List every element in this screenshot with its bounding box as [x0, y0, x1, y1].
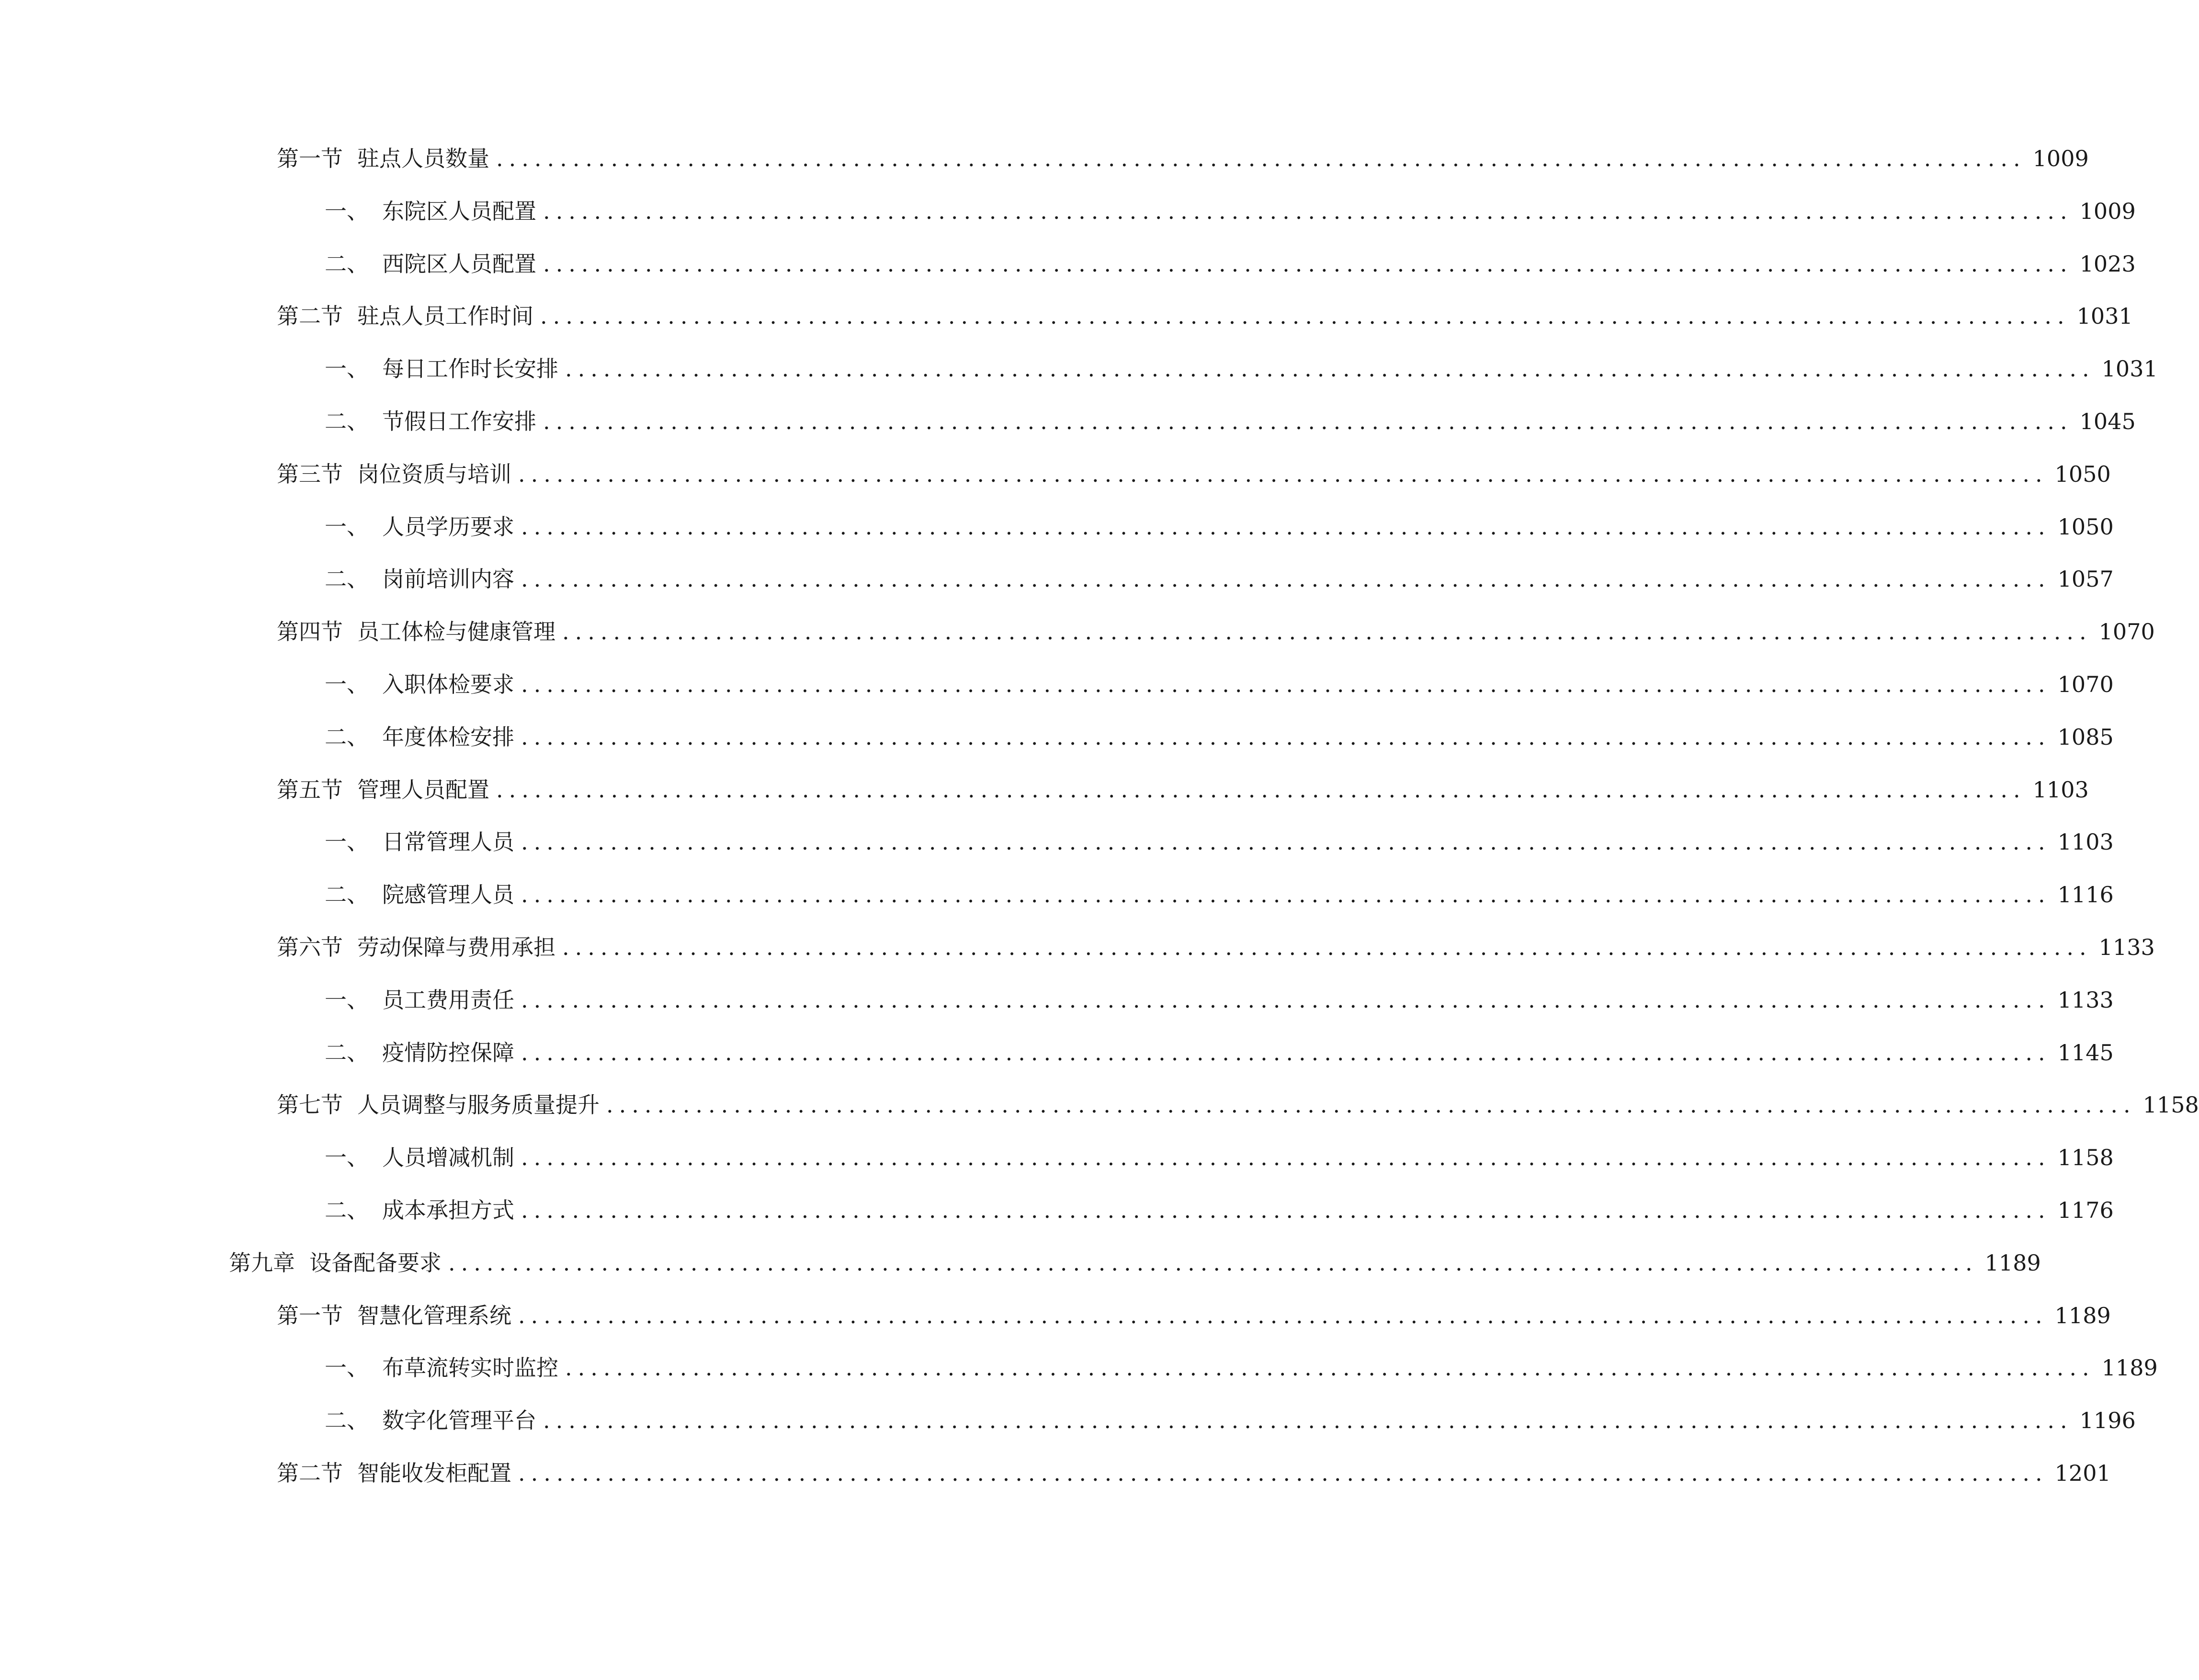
toc-entry-number: 一、 — [325, 987, 369, 1013]
toc-entry[interactable] — [277, 299, 2133, 333]
toc-entry[interactable] — [325, 720, 2114, 754]
toc-entry-title: 疫情防控保障 — [382, 1040, 514, 1066]
toc-entry-title: 西院区人员配置 — [382, 251, 536, 277]
toc-leader-dots: ........................................................................................................................ — [521, 1040, 2051, 1066]
toc-entry-title: 日常管理人员 — [382, 829, 514, 855]
toc-entry-number: 第四节 — [277, 619, 343, 645]
toc-entry-title: 驻点人员工作时间 — [357, 303, 533, 329]
toc-entry-number: 二、 — [325, 409, 369, 434]
toc-entry-number: 二、 — [325, 724, 369, 750]
toc-entry-title: 员工体检与健康管理 — [357, 619, 555, 645]
toc-entry[interactable] — [325, 825, 2114, 859]
toc-leader-dots: ........................................................................................................................ — [496, 146, 2026, 171]
toc-page-number: 1189 — [2101, 1355, 2158, 1381]
toc-entry-number: 一、 — [325, 356, 369, 382]
toc-entry[interactable] — [325, 562, 2114, 596]
toc-entry-number: 一、 — [325, 829, 369, 855]
toc-page-number: 1133 — [2098, 934, 2155, 960]
toc-leader-dots: ........................................................................................................................ — [562, 934, 2092, 960]
toc-entry-title: 驻点人员数量 — [357, 146, 489, 171]
toc-entry-title: 人员学历要求 — [382, 514, 514, 540]
toc-page-number: 1201 — [2054, 1460, 2111, 1486]
toc-page-number: 1189 — [2054, 1303, 2111, 1328]
toc-entry-title: 节假日工作安排 — [382, 409, 536, 434]
toc-page-number: 1031 — [2101, 356, 2158, 382]
toc-leader-dots: ........................................................................................................................ — [565, 1355, 2095, 1381]
toc-leader-dots: ........................................................................................................................ — [518, 1303, 2048, 1328]
toc-leader-dots: ........................................................................................................................ — [521, 724, 2051, 750]
toc-leader-dots: ........................................................................................................................ — [496, 777, 2026, 803]
toc-entry[interactable] — [277, 142, 2089, 175]
toc-leader-dots: ........................................................................................................................ — [543, 198, 2073, 224]
toc-entry[interactable] — [325, 878, 2114, 911]
toc-entry[interactable] — [325, 247, 2136, 281]
toc-leader-dots: ........................................................................................................................ — [518, 1460, 2048, 1486]
toc-page-number: 1145 — [2057, 1040, 2114, 1066]
toc-entry[interactable] — [277, 931, 2155, 964]
toc-page-number: 1189 — [1984, 1250, 2041, 1276]
toc-entry-number: 第二节 — [277, 1460, 343, 1486]
toc-leader-dots: ........................................................................................................................ — [543, 409, 2073, 434]
toc-entry[interactable] — [325, 1036, 2114, 1069]
toc-entry[interactable] — [325, 668, 2114, 701]
toc-entry-title: 管理人员配置 — [357, 777, 489, 803]
toc-page-number: 1176 — [2057, 1197, 2114, 1223]
toc-leader-dots: ........................................................................................................................ — [521, 566, 2051, 592]
toc-leader-dots: ........................................................................................................................ — [521, 1145, 2051, 1170]
toc-page-number: 1045 — [2079, 409, 2136, 434]
toc-entry-number: 二、 — [325, 1040, 369, 1066]
toc-entry-number: 第七节 — [277, 1092, 343, 1118]
toc-entry-title: 人员增减机制 — [382, 1145, 514, 1170]
toc-page-number: 1103 — [2032, 777, 2089, 803]
toc-entry-title: 智能收发柜配置 — [357, 1460, 511, 1486]
toc-leader-dots: ........................................................................................................................ — [543, 1408, 2073, 1433]
toc-page-number: 1158 — [2142, 1092, 2199, 1118]
toc-leader-dots: ........................................................................................................................ — [540, 303, 2070, 329]
toc-entry-number: 二、 — [325, 1197, 369, 1223]
toc-leader-dots: ........................................................................................................................ — [518, 461, 2048, 487]
toc-entry-title: 数字化管理平台 — [382, 1408, 536, 1433]
toc-page-number: 1009 — [2032, 146, 2089, 171]
toc-page-number: 1050 — [2057, 514, 2114, 540]
toc-entry-number: 二、 — [325, 882, 369, 908]
toc-page-number: 1057 — [2057, 566, 2114, 592]
toc-leader-dots: ........................................................................................................................ — [521, 882, 2051, 908]
toc-leader-dots: ........................................................................................................................ — [521, 671, 2051, 697]
toc-entry[interactable] — [325, 194, 2136, 228]
toc-entry[interactable] — [277, 773, 2089, 806]
toc-entry-title: 院感管理人员 — [382, 882, 514, 908]
toc-entry-number: 第一节 — [277, 1303, 343, 1328]
toc-leader-dots: ........................................................................................................................ — [521, 1197, 2051, 1223]
toc-page-number: 1085 — [2057, 724, 2114, 750]
toc-page-number: 1023 — [2079, 251, 2136, 277]
toc-entry[interactable] — [325, 510, 2114, 544]
toc-entry-title: 年度体检安排 — [382, 724, 514, 750]
toc-page-number: 1133 — [2057, 987, 2114, 1013]
toc-entry-number: 一、 — [325, 1355, 369, 1381]
toc-entry[interactable] — [325, 1193, 2114, 1227]
toc-entry-title: 员工费用责任 — [382, 987, 514, 1013]
toc-entry[interactable] — [277, 1299, 2111, 1332]
toc-page-number: 1070 — [2057, 671, 2114, 697]
toc-page-number: 1009 — [2079, 198, 2136, 224]
toc-entry-title: 成本承担方式 — [382, 1197, 514, 1223]
toc-entry[interactable] — [325, 352, 2158, 386]
toc-page-number: 1158 — [2057, 1145, 2114, 1170]
toc-entry[interactable] — [325, 983, 2114, 1017]
toc-page-number: 1031 — [2076, 303, 2133, 329]
toc-entry-title: 岗前培训内容 — [382, 566, 514, 592]
toc-entry-number: 二、 — [325, 566, 369, 592]
toc-entry-title: 劳动保障与费用承担 — [357, 934, 555, 960]
toc-leader-dots: ........................................................................................................................ — [543, 251, 2073, 277]
toc-entry-number: 二、 — [325, 1408, 369, 1433]
toc-entry-title: 人员调整与服务质量提升 — [357, 1092, 600, 1118]
toc-entry-number: 第三节 — [277, 461, 343, 487]
toc-entry-number: 第二节 — [277, 303, 343, 329]
toc-leader-dots: ........................................................................................................................ — [448, 1250, 1978, 1276]
toc-entry-number: 第一节 — [277, 146, 343, 171]
toc-leader-dots: ........................................................................................................................ — [521, 987, 2051, 1013]
toc-page-number: 1103 — [2057, 829, 2114, 855]
toc-page-number: 1050 — [2054, 461, 2111, 487]
toc-entry-title: 设备配备要求 — [309, 1250, 442, 1276]
toc-page-number: 1196 — [2079, 1408, 2136, 1433]
toc-entry-title: 东院区人员配置 — [382, 198, 536, 224]
toc-entry-number: 一、 — [325, 671, 369, 697]
toc-leader-dots: ........................................................................................................................ — [565, 356, 2095, 382]
toc-entry[interactable] — [325, 1141, 2114, 1174]
toc-page-number: 1070 — [2098, 619, 2155, 645]
toc-page-number: 1116 — [2057, 882, 2114, 908]
toc-entry-number: 第五节 — [277, 777, 343, 803]
toc-entry[interactable] — [277, 1088, 2199, 1122]
toc-entry-title: 岗位资质与培训 — [357, 461, 511, 487]
toc-entry-title: 入职体检要求 — [382, 671, 514, 697]
toc-entry[interactable] — [229, 1246, 2041, 1280]
toc-entry[interactable] — [325, 1351, 2158, 1385]
toc-leader-dots: ........................................................................................................................ — [521, 514, 2051, 540]
toc-entry-title: 布草流转实时监控 — [382, 1355, 558, 1381]
toc-entry[interactable] — [277, 1456, 2111, 1490]
toc-leader-dots: ........................................................................................................................ — [521, 829, 2051, 855]
toc-entry-number: 一、 — [325, 514, 369, 540]
toc-entry[interactable] — [325, 1404, 2136, 1437]
toc-entry-number: 一、 — [325, 198, 369, 224]
toc-entry-number: 一、 — [325, 1145, 369, 1170]
toc-entry[interactable] — [325, 405, 2136, 438]
toc-entry-number: 二、 — [325, 251, 369, 277]
toc-entry-title: 每日工作时长安排 — [382, 356, 558, 382]
toc-entry[interactable] — [277, 615, 2155, 648]
toc-leader-dots: ........................................................................................................................ — [562, 619, 2092, 645]
toc-entry-number: 第九章 — [229, 1250, 295, 1276]
toc-entry[interactable] — [277, 457, 2111, 491]
toc-leader-dots: ........................................................................................................................ — [606, 1092, 2136, 1118]
toc-entry-number: 第六节 — [277, 934, 343, 960]
toc-entry-title: 智慧化管理系统 — [357, 1303, 511, 1328]
